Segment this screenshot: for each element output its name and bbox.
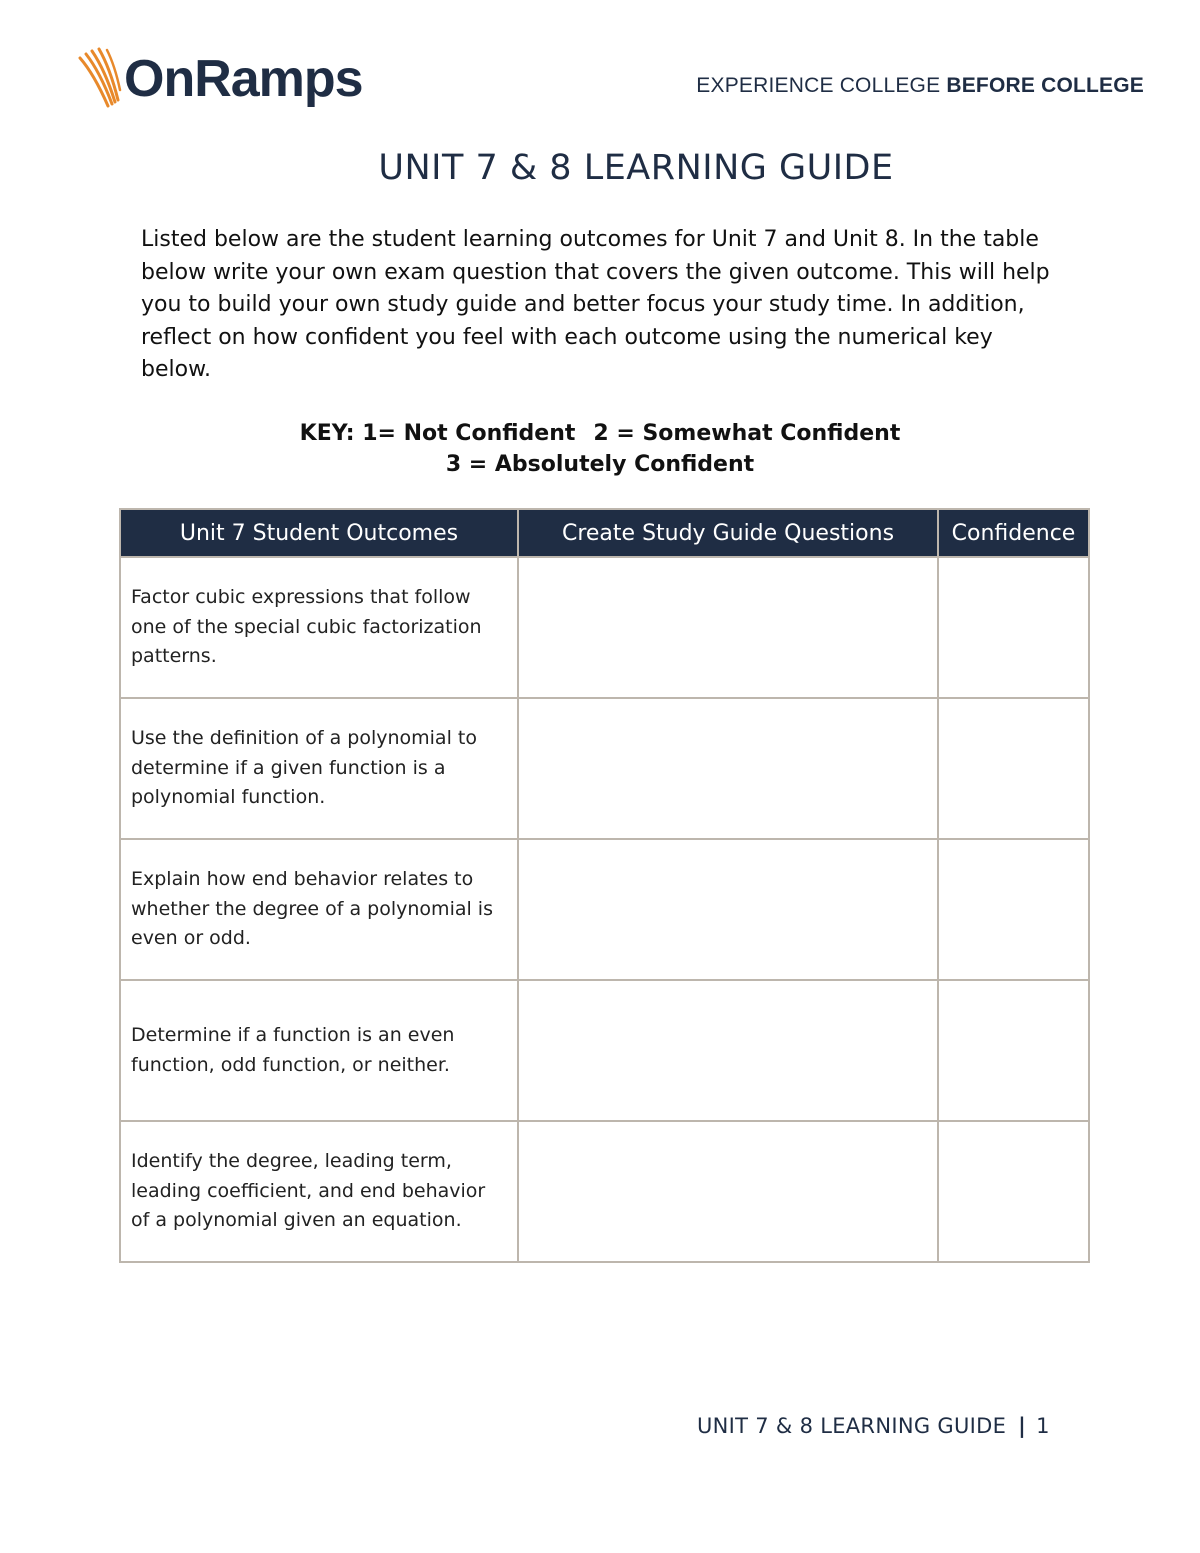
confidence-key xyxy=(0,418,1200,480)
outcome-cell: Factor cubic expressions that follow one of the special cubic factorization patterns. xyxy=(120,557,518,698)
brand-name: OnRamps xyxy=(124,50,363,108)
page-footer xyxy=(697,1414,1050,1438)
intro-paragraph: Listed below are the student learning outcomes for Unit 7 and Unit 8. In the table below write your own exam question that covers the given outcome. This will help you to build your own study guide and better focus your study time. In addition, reflect on how confident you feel with each outcome using the numerical key below. xyxy=(141,227,1050,382)
brand-tagline xyxy=(696,74,1144,98)
confidence-cell[interactable] xyxy=(938,980,1089,1121)
table-row xyxy=(120,1121,1089,1262)
tagline-bold: BEFORE COLLEGE xyxy=(946,74,1144,97)
key-line-1 xyxy=(0,418,1200,449)
onramps-swoosh-icon xyxy=(76,44,128,114)
outcome-cell: Identify the degree, leading term, leading coefficient, and end behavior of a polynomial given an equation. xyxy=(120,1121,518,1262)
header-questions: Create Study Guide Questions xyxy=(518,509,938,557)
onramps-logo xyxy=(76,44,363,114)
confidence-cell[interactable] xyxy=(938,1121,1089,1262)
key-level-3: 3 = Absolutely Confident xyxy=(445,452,755,477)
question-cell[interactable] xyxy=(518,980,938,1121)
outcomes-table xyxy=(119,508,1090,1263)
key-level-1: KEY: 1= Not Confident xyxy=(299,421,576,446)
confidence-cell[interactable] xyxy=(938,557,1089,698)
question-cell[interactable] xyxy=(518,698,938,839)
question-cell[interactable] xyxy=(518,839,938,980)
outcome-cell: Explain how end behavior relates to whether the degree of a polynomial is even or odd. xyxy=(120,839,518,980)
key-level-2: 2 = Somewhat Confident xyxy=(593,421,901,446)
outcome-cell: Determine if a function is an even function, odd function, or neither. xyxy=(120,980,518,1121)
header-confidence: Confidence xyxy=(938,509,1089,557)
header-outcomes: Unit 7 Student Outcomes xyxy=(120,509,518,557)
footer-title: UNIT 7 & 8 LEARNING GUIDE xyxy=(697,1414,1007,1438)
footer-separator: | xyxy=(1018,1414,1027,1438)
table-row xyxy=(120,839,1089,980)
table-row xyxy=(120,980,1089,1121)
document-title: UNIT 7 & 8 LEARNING GUIDE xyxy=(378,148,894,188)
tagline-regular: EXPERIENCE COLLEGE xyxy=(696,74,941,97)
confidence-cell[interactable] xyxy=(938,839,1089,980)
page-header xyxy=(76,44,1146,124)
question-cell[interactable] xyxy=(518,557,938,698)
confidence-cell[interactable] xyxy=(938,698,1089,839)
table-header-row xyxy=(120,509,1089,557)
question-cell[interactable] xyxy=(518,1121,938,1262)
outcome-cell: Use the definition of a polynomial to determine if a given function is a polynomial function. xyxy=(120,698,518,839)
page-number: 1 xyxy=(1036,1414,1050,1438)
table-row xyxy=(120,698,1089,839)
table-row xyxy=(120,557,1089,698)
